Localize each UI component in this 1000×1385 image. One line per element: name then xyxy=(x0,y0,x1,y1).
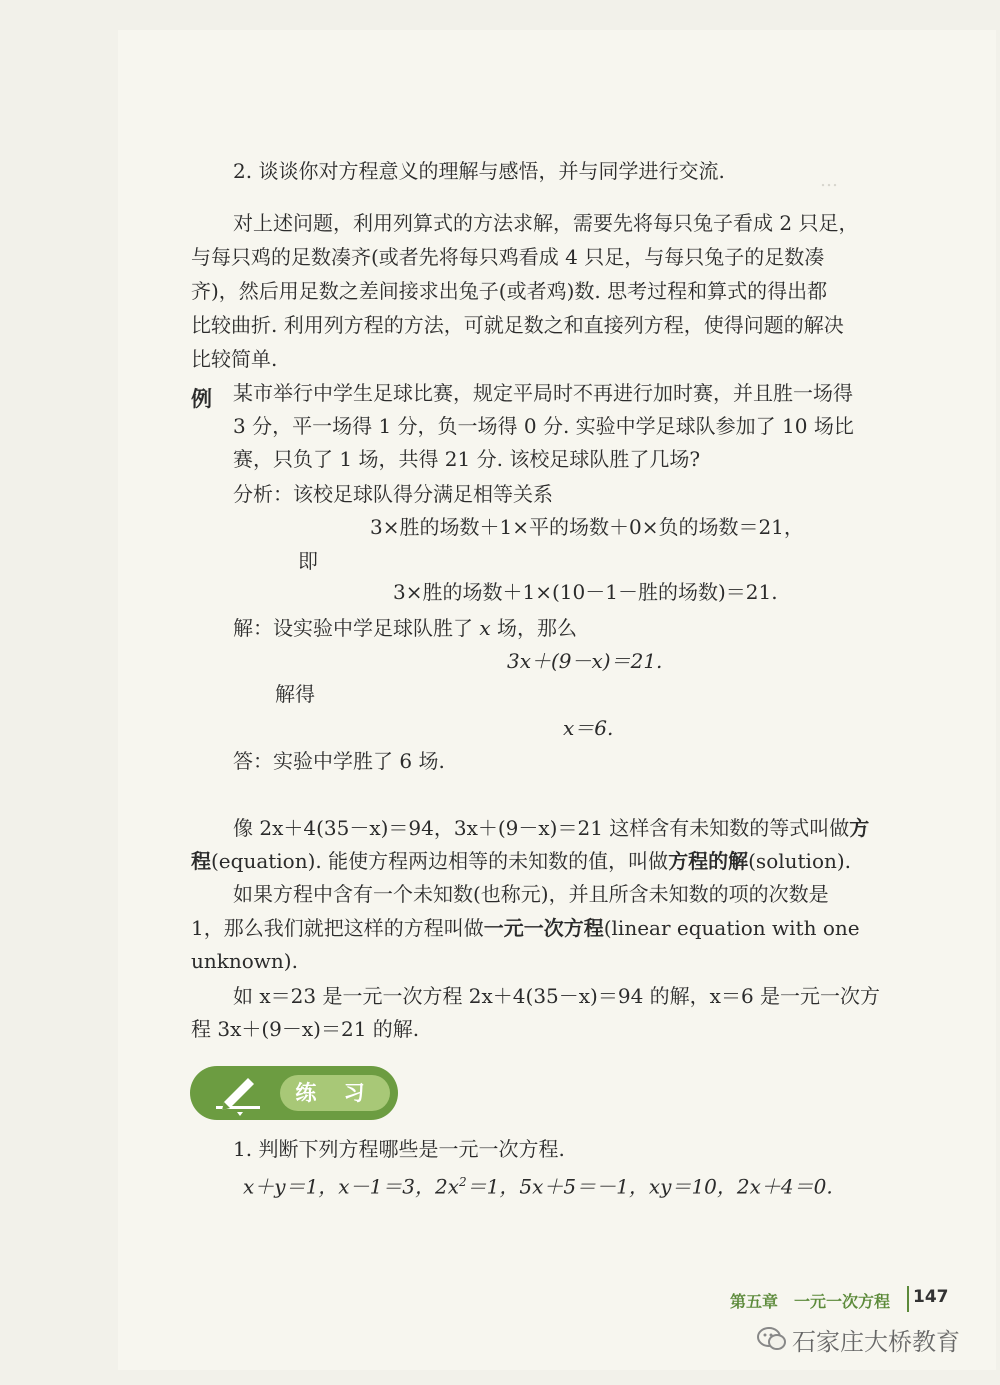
example-line-2: 3 分，平一场得 1 分，负一场得 0 分. 实验中学足球队参加了 10 场比 xyxy=(233,414,854,438)
definition-1-text: 像 2x＋4(35－x)＝94，3x＋(9－x)＝21 这样含有未知数的等式叫做 xyxy=(233,816,850,840)
paragraph-1-line-4: 比较曲折. 利用列方程的方法，可就足数之和直接列方程，使得问题的解决 xyxy=(191,313,844,337)
solve-post: 场，那么 xyxy=(490,616,577,640)
practice-eqs-pre: x＋y＝1，x－1＝3，2x xyxy=(243,1174,460,1199)
practice-banner-title: 练 习 xyxy=(295,1081,375,1105)
definition-1-term-a: 方 xyxy=(849,816,870,840)
practice-banner xyxy=(190,1066,398,1120)
equation-3: 3x＋(9－x)＝21. xyxy=(507,649,663,673)
chapter-title: 第五章 一元一次方程 xyxy=(730,1292,891,1311)
paragraph-1-line-3: 齐)，然后用足数之差间接求出兔子(或者鸡)数. 思考过程和算式的得出都 xyxy=(191,279,828,303)
definition-1-mid: (equation). 能使方程两边相等的未知数的值，叫做 xyxy=(211,849,669,873)
paragraph-1-line-2: 与每只鸡的足数凑齐(或者先将每只鸡看成 4 只足，与每只兔子的足数凑 xyxy=(191,245,825,269)
definition-1-term-solution: 方程的解 xyxy=(668,849,749,873)
definition-2-english: (linear equation with one xyxy=(603,916,860,940)
show-through-1: … xyxy=(820,170,838,191)
definition-2-line-2 xyxy=(191,912,860,945)
practice-eqs-post: ＝1，5x＋5＝－1，xy＝10，2x＋4＝0. xyxy=(466,1174,833,1199)
pencil-icon xyxy=(210,1072,266,1116)
practice-eqs-sup: 2 xyxy=(459,1175,467,1189)
ji-word: 即 xyxy=(298,549,318,573)
equation-4: x＝6. xyxy=(563,716,614,740)
equation-1: 3×胜的场数＋1×平的场数＋0×负的场数＝21， xyxy=(370,515,804,539)
watermark-text: 石家庄大桥教育 xyxy=(792,1328,960,1356)
example-2-line-1: 如 x＝23 是一元一次方程 2x＋4(35－x)＝94 的解，x＝6 是一元一次方 xyxy=(233,984,881,1008)
example-line-1: 某市举行中学生足球比赛，规定平局时不再进行加时赛，并且胜一场得 xyxy=(233,381,853,405)
example-2-line-2: 程 3x＋(9－x)＝21 的解. xyxy=(191,1017,420,1041)
paragraph-1-line-1: 对上述问题，利用列算式的方法求解，需要先将每只兔子看成 2 只足， xyxy=(233,211,859,235)
practice-equations xyxy=(243,1166,833,1204)
answer-line: 答：实验中学胜了 6 场. xyxy=(233,749,445,773)
equation-2: 3×胜的场数＋1×(10－1－胜的场数)＝21. xyxy=(393,580,778,604)
practice-banner-pill xyxy=(280,1075,390,1111)
question-2: 2. 谈谈你对方程意义的理解与感悟，并与同学进行交流. xyxy=(233,159,725,183)
definition-1-term-b: 程 xyxy=(191,849,211,873)
definition-1-line-2 xyxy=(191,845,851,878)
practice-question-1: 1. 判断下列方程哪些是一元一次方程. xyxy=(233,1137,565,1161)
definition-2-term: 一元一次方程 xyxy=(483,916,604,940)
analysis-line: 分析：该校足球队得分满足相等关系 xyxy=(233,482,553,506)
definition-2-line-1: 如果方程中含有一个未知数(也称元)，并且所含未知数的项的次数是 xyxy=(233,882,829,906)
wechat-icon xyxy=(757,1326,787,1352)
page-divider xyxy=(907,1286,909,1312)
page-number: 147 xyxy=(913,1287,949,1307)
jiede-word: 解得 xyxy=(275,682,315,706)
solve-pre: 解：设实验中学足球队胜了 xyxy=(233,616,480,640)
paragraph-1-line-5: 比较简单. xyxy=(191,347,278,371)
definition-1-end: (solution). xyxy=(748,849,852,873)
definition-2-text: 1，那么我们就把这样的方程叫做 xyxy=(191,916,484,940)
definition-1-line-1 xyxy=(233,812,869,845)
example-label: 例 xyxy=(191,387,212,411)
solve-line xyxy=(233,612,577,645)
definition-2-line-3: unknown). xyxy=(191,949,298,973)
example-line-3: 赛，只负了 1 场，共得 21 分. 该校足球队胜了几场? xyxy=(233,447,701,471)
solve-var: x xyxy=(479,616,491,640)
